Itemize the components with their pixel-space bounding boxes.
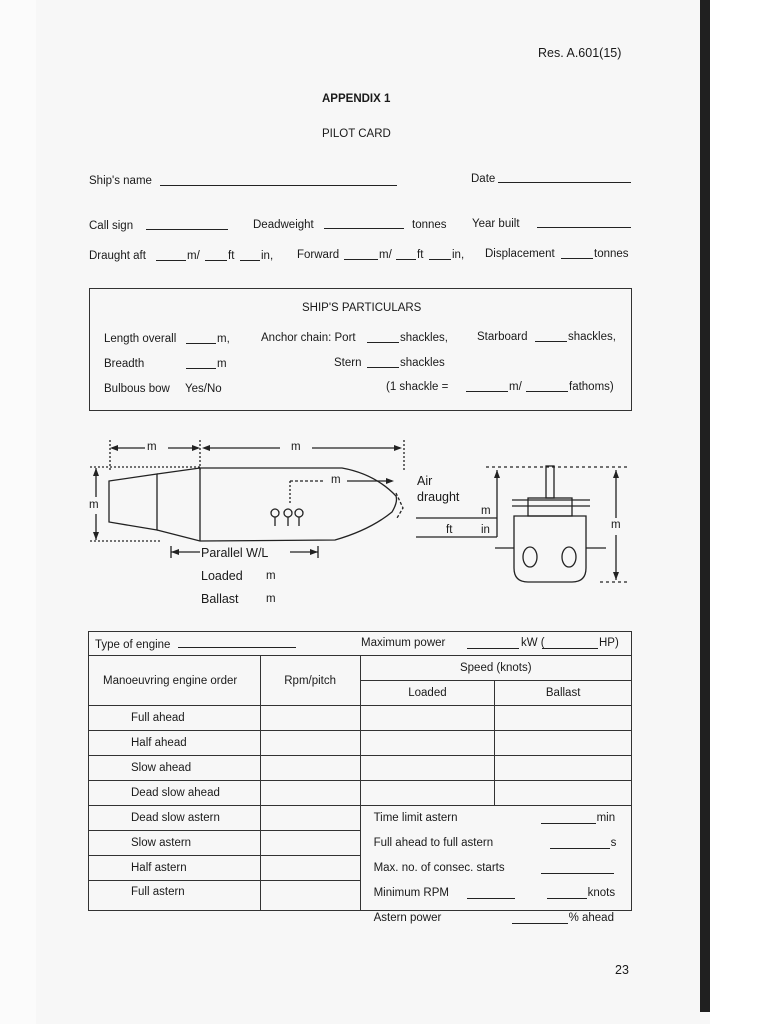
max-power-hp-field[interactable] — [542, 637, 598, 649]
date-label: Date — [471, 173, 496, 185]
rpm-cell[interactable] — [260, 731, 360, 756]
shackle-fathoms-unit: fathoms) — [569, 381, 614, 393]
ballast-header: Ballast — [495, 681, 632, 706]
ballast-cell[interactable] — [495, 756, 632, 781]
mast-icon-1 — [271, 509, 279, 517]
forward-in-unit: in, — [452, 249, 465, 261]
call-sign-label: Call sign — [89, 220, 134, 232]
resolution-ref: Res. A.601(15) — [538, 46, 622, 60]
forward-label: Forward — [297, 249, 340, 261]
engine-type-field[interactable] — [178, 636, 296, 648]
depth-m: m — [611, 519, 621, 531]
rpm-cell[interactable] — [260, 881, 360, 911]
rpm-cell[interactable] — [260, 856, 360, 881]
draught-aft-label: Draught aft — [89, 250, 146, 262]
full-to-astern-field[interactable] — [550, 848, 610, 849]
min-rpm-field[interactable] — [467, 898, 515, 899]
bow-dashed — [396, 493, 403, 518]
starboard-unit: shackles, — [568, 331, 616, 343]
superstructure — [528, 498, 572, 516]
mast-icon-2 — [284, 509, 292, 517]
starboard-label: Starboard — [477, 331, 528, 343]
scan-margin — [710, 0, 768, 1024]
draught-aft-ft-unit: ft — [228, 250, 235, 262]
ballast-label: Ballast — [201, 592, 239, 606]
order-full-ahead: Full ahead — [89, 706, 261, 731]
max-power-label: Maximum power — [361, 637, 446, 649]
page-title: PILOT CARD — [322, 128, 391, 140]
order-header: Manoeuvring engine order — [89, 656, 261, 706]
breadth-label: Breadth — [104, 358, 145, 370]
loaded-cell[interactable] — [360, 731, 495, 756]
displacement-label: Displacement — [485, 248, 555, 260]
air-draught-m: m — [481, 505, 491, 517]
draught-aft-in-unit: in, — [261, 250, 274, 262]
ships-name-label: Ship's name — [89, 175, 152, 187]
shackle-definition-label: (1 shackle = — [386, 381, 449, 393]
displacement-unit: tonnes — [594, 248, 629, 260]
order-full-astern: Full astern — [89, 881, 261, 911]
engine-type-row — [89, 632, 632, 656]
propeller-icon-starboard — [562, 547, 576, 567]
order-slow-astern: Slow astern — [89, 831, 261, 856]
anchor-chain-label: Anchor chain: Port — [261, 332, 356, 344]
dim-bridge-bow: m — [331, 474, 341, 486]
bulbous-bow-label: Bulbous bow — [104, 383, 170, 395]
rpm-cell[interactable] — [260, 706, 360, 731]
time-limit-field[interactable] — [541, 823, 596, 824]
astern-power-unit: % ahead — [568, 912, 614, 924]
order-dead-slow-astern: Dead slow astern — [89, 806, 261, 831]
min-rpm-knots-field[interactable] — [547, 898, 587, 899]
particulars-title: SHIP'S PARTICULARS — [302, 302, 422, 314]
max-starts-label: Max. no. of consec. starts — [373, 862, 505, 874]
parallel-wl-label: Parallel W/L — [201, 546, 269, 560]
ballast-cell[interactable] — [495, 731, 632, 756]
min-rpm-label: Minimum RPM — [373, 887, 449, 899]
air-label: Air — [417, 474, 433, 488]
deadweight-unit: tonnes — [412, 219, 447, 231]
funnel — [546, 466, 554, 498]
ballast-cell[interactable] — [495, 781, 632, 806]
length-overall-unit: m, — [217, 333, 230, 345]
speed-header: Speed (knots) — [360, 656, 631, 681]
order-dead-slow-ahead: Dead slow ahead — [89, 781, 261, 806]
page-number: 23 — [615, 963, 629, 977]
stern-section — [109, 474, 157, 530]
loaded-cell[interactable] — [360, 781, 495, 806]
rpm-cell[interactable] — [260, 831, 360, 856]
loaded-cell[interactable] — [360, 756, 495, 781]
draught-label: draught — [417, 490, 460, 504]
max-power-kw-field[interactable] — [467, 637, 519, 649]
deadweight-label: Deadweight — [253, 219, 314, 231]
forward-m-unit: m/ — [379, 249, 392, 261]
engine-type-label: Type of engine — [95, 639, 171, 651]
mast-icon-3 — [295, 509, 303, 517]
astern-power-field[interactable] — [512, 923, 568, 924]
binding-spine — [700, 0, 710, 1012]
ballast-m: m — [266, 593, 276, 605]
loaded-header: Loaded — [360, 681, 495, 706]
hull-outline — [157, 468, 397, 541]
dim-depth-left: m — [89, 499, 99, 511]
shackle-m-unit: m/ — [509, 381, 522, 393]
kw-unit: kW ( — [521, 637, 545, 649]
order-half-astern: Half astern — [89, 856, 261, 881]
dim-stern-to-parallel: m — [147, 441, 157, 453]
hp-unit: HP) — [599, 637, 619, 649]
bulbous-bow-value[interactable]: Yes/No — [185, 383, 222, 395]
loaded-label: Loaded — [201, 569, 243, 583]
rpm-header: Rpm/pitch — [260, 656, 360, 706]
rpm-cell[interactable] — [260, 756, 360, 781]
order-half-ahead: Half ahead — [89, 731, 261, 756]
stern-label: Stern — [334, 357, 362, 369]
full-to-astern-label: Full ahead to full astern — [373, 837, 494, 849]
length-overall-label: Length overall — [104, 333, 177, 345]
time-limit-label: Time limit astern — [373, 812, 458, 824]
anchor-port-unit: shackles, — [400, 332, 448, 344]
rpm-cell[interactable] — [260, 806, 360, 831]
ballast-cell[interactable] — [495, 706, 632, 731]
dim-overall: m — [291, 441, 301, 453]
astern-info-cell — [360, 806, 631, 924]
breadth-unit: m — [217, 358, 227, 370]
full-to-astern-unit: s — [610, 837, 617, 849]
draught-aft-m-unit: m/ — [187, 250, 200, 262]
air-draught-in: in — [481, 524, 490, 536]
air-draught-ft: ft — [446, 524, 453, 536]
time-limit-unit: min — [596, 812, 616, 824]
hull-section — [514, 516, 586, 582]
rpm-cell[interactable] — [260, 781, 360, 806]
min-rpm-unit: knots — [587, 887, 616, 899]
propeller-icon-port — [523, 547, 537, 567]
loaded-m: m — [266, 570, 276, 582]
appendix-heading: APPENDIX 1 — [322, 93, 391, 105]
engine-table — [88, 631, 632, 924]
loaded-cell[interactable] — [360, 706, 495, 731]
stern-unit: shackles — [400, 357, 445, 369]
order-slow-ahead: Slow ahead — [89, 756, 261, 781]
year-built-label: Year built — [472, 218, 520, 230]
astern-power-label: Astern power — [373, 912, 442, 924]
forward-ft-unit: ft — [417, 249, 424, 261]
max-starts-field[interactable] — [541, 873, 614, 874]
